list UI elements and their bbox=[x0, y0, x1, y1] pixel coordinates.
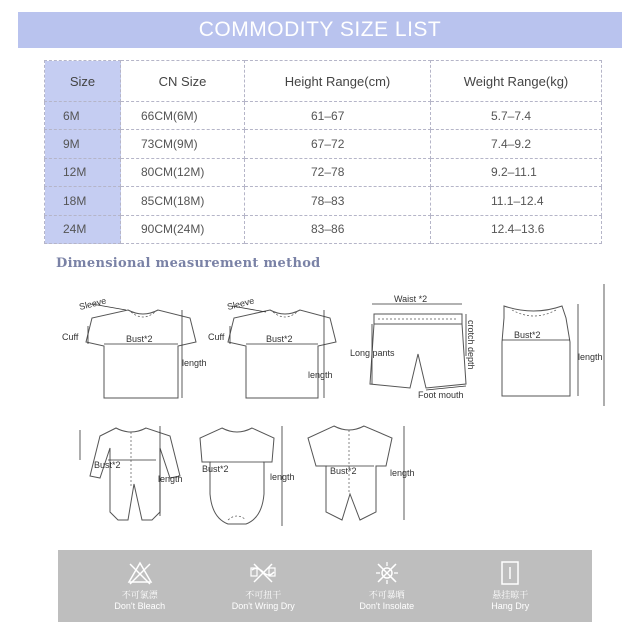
cell-weight: 9.2–11.1 bbox=[431, 158, 602, 186]
long-pants-label: Long pants bbox=[350, 348, 395, 358]
bust-label: Bust*2 bbox=[266, 334, 293, 344]
cell-height: 67–72 bbox=[245, 130, 431, 158]
length-label: length bbox=[182, 358, 207, 368]
cell-height: 72–78 bbox=[245, 158, 431, 186]
no-insolate-icon bbox=[374, 560, 400, 586]
length-label: length bbox=[308, 370, 333, 380]
table-row bbox=[45, 102, 602, 130]
table-row bbox=[45, 158, 602, 186]
length-label: length bbox=[390, 468, 415, 478]
care-instructions-bar bbox=[58, 550, 592, 622]
care-label-cn: 不可暴晒 bbox=[368, 590, 405, 600]
care-item-hang-dry bbox=[455, 560, 565, 612]
length-label: length bbox=[158, 474, 183, 484]
cell-height: 78–83 bbox=[245, 187, 431, 215]
care-label-cn: 不可氯漂 bbox=[121, 590, 158, 600]
cell-weight: 5.7–7.4 bbox=[431, 102, 602, 130]
table-header-row bbox=[45, 61, 602, 102]
romper-long-sleeve-diagram bbox=[80, 426, 183, 520]
cell-cn-size: 80CM(12M) bbox=[121, 158, 245, 186]
header-cn-size: CN Size bbox=[121, 61, 245, 102]
waist-label: Waist *2 bbox=[394, 294, 428, 304]
cell-size: 6M bbox=[45, 102, 121, 130]
banner-title: COMMODITY SIZE LIST bbox=[198, 18, 442, 41]
care-item-no-bleach bbox=[85, 560, 195, 612]
header-weight-range: Weight Range(kg) bbox=[431, 61, 602, 102]
header-height-range: Height Range(cm) bbox=[245, 61, 431, 102]
length-label: length bbox=[578, 352, 603, 362]
care-item-no-insolate bbox=[332, 560, 442, 612]
bust-label: Bust*2 bbox=[126, 334, 153, 344]
cell-cn-size: 73CM(9M) bbox=[121, 130, 245, 158]
cell-weight: 12.4–13.6 bbox=[431, 215, 602, 243]
tshirt-diagram-2 bbox=[208, 296, 336, 398]
care-label-en: Don't Bleach bbox=[114, 601, 166, 611]
cell-size: 9M bbox=[45, 130, 121, 158]
cell-size: 24M bbox=[45, 215, 121, 243]
no-wring-icon bbox=[250, 560, 276, 586]
sleeve-label: Sleeve bbox=[78, 295, 108, 312]
cell-cn-size: 90CM(24M) bbox=[121, 215, 245, 243]
care-item-no-wring bbox=[208, 560, 318, 612]
cell-height: 61–67 bbox=[245, 102, 431, 130]
bust-label: Bust*2 bbox=[202, 464, 229, 474]
cell-height: 83–86 bbox=[245, 215, 431, 243]
crotch-depth-label: crotch depth bbox=[466, 320, 476, 370]
care-label-cn: 不可扭干 bbox=[245, 590, 282, 600]
cell-cn-size: 66CM(6M) bbox=[121, 102, 245, 130]
cell-size: 18M bbox=[45, 187, 121, 215]
cuff-label: Cuff bbox=[62, 332, 79, 342]
care-label-cn: 悬挂晾干 bbox=[492, 590, 529, 600]
measurement-diagram bbox=[0, 280, 640, 540]
sleeve-label: Sleeve bbox=[226, 295, 256, 312]
care-label-en: Hang Dry bbox=[491, 601, 530, 611]
cuff-label: Cuff bbox=[208, 332, 225, 342]
measurement-title: Dimensional measurement method bbox=[56, 256, 321, 271]
tshirt-diagram-1 bbox=[62, 296, 207, 398]
foot-mouth-label: Foot mouth bbox=[418, 390, 464, 400]
header-size: Size bbox=[45, 61, 121, 102]
table-row bbox=[45, 215, 602, 243]
bust-label: Bust*2 bbox=[94, 460, 121, 470]
shorts-diagram bbox=[350, 294, 476, 400]
bust-label: Bust*2 bbox=[514, 330, 541, 340]
table-row bbox=[45, 130, 602, 158]
short-romper-diagram bbox=[308, 426, 415, 520]
size-table bbox=[44, 60, 602, 244]
cell-cn-size: 85CM(18M) bbox=[121, 187, 245, 215]
bodysuit-diagram bbox=[200, 426, 295, 526]
hang-dry-icon bbox=[497, 560, 523, 586]
no-bleach-icon bbox=[127, 560, 153, 586]
care-label-en: Don't Insolate bbox=[359, 601, 415, 611]
bust-label: Bust*2 bbox=[330, 466, 357, 476]
length-label: length bbox=[270, 472, 295, 482]
table-row bbox=[45, 187, 602, 215]
title-banner bbox=[18, 12, 622, 48]
cell-weight: 11.1–12.4 bbox=[431, 187, 602, 215]
cell-weight: 7.4–9.2 bbox=[431, 130, 602, 158]
vest-diagram bbox=[502, 284, 604, 406]
care-label-en: Don't Wring Dry bbox=[231, 601, 295, 611]
cell-size: 12M bbox=[45, 158, 121, 186]
